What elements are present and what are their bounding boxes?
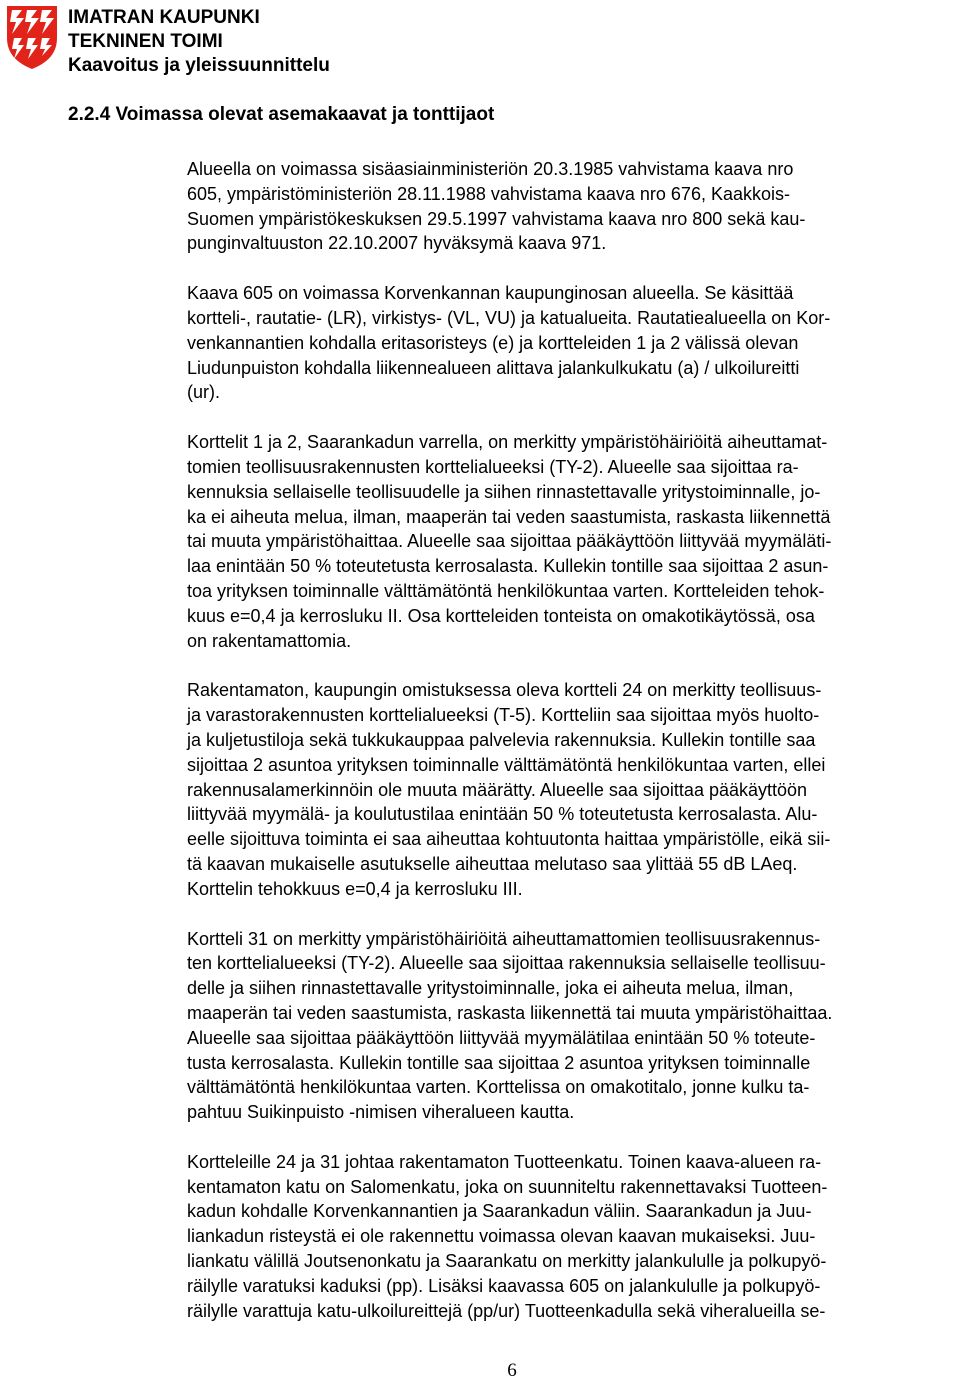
text-line: Kaava 605 on voimassa Korvenkannan kaupunginosan alueella. Se käsittää xyxy=(187,283,794,304)
text-line: välttämätöntä henkilökuntaa varten. Korttelissa on omakotitalo, jonne kulku ta- xyxy=(187,1077,810,1098)
text-line: delle ja siihen rinnastettavalle yritystoiminnalle, joka ei aiheuta melua, ilman, xyxy=(187,978,794,999)
section-title: 2.2.4 Voimassa olevat asemakaavat ja tonttijaot xyxy=(68,104,495,125)
text-line: pahtuu Suikinpuisto -nimisen viheralueen kautta. xyxy=(187,1102,575,1123)
text-line: ja varastorakennusten korttelialueeksi (T-5). Kortteliin saa sijoittaa myös huolto- xyxy=(187,705,820,726)
text-line: tomien teollisuusrakennusten korttelialueeksi (TY-2). Alueelle saa sijoittaa ra- xyxy=(187,456,799,477)
text-line: kuus e=0,4 ja kerrosluku II. Osa kortteleiden tonteista on omakotikäytössä, osa xyxy=(187,605,815,626)
text-line: kadun kohdalle Korvenkannantien ja Saarankadun väliin. Saarankadun ja Juu- xyxy=(187,1201,812,1222)
text-line: Rakentamaton, kaupungin omistuksessa oleva kortteli 24 on merkitty teollisuus- xyxy=(187,680,822,701)
text-line: ka ei aiheuta melua, ilman, maaperän tai veden saastumista, raskasta liikennettä xyxy=(187,506,831,527)
department-name: TEKNINEN TOIMI xyxy=(68,31,223,52)
text-line: sijoittaa 2 asuntoa yrityksen toiminnalle välttämätöntä henkilökuntaa varten, ellei xyxy=(187,754,826,775)
text-line: ten korttelialueeksi (TY-2). Alueelle saa sijoittaa rakennuksia sellaiselle teollisuu- xyxy=(187,953,826,974)
text-line: laa enintään 50 % toteutetusta kerrosalasta. Kullekin tontille saa sijoittaa 2 asun- xyxy=(187,556,829,577)
text-line: kortteli-, rautatie- (LR), virkistys- (VL, VU) ja katualueita. Rautatiealueella on Kor- xyxy=(187,307,831,328)
paragraph xyxy=(187,1150,957,1324)
paragraph xyxy=(187,927,957,1125)
text-line: räilylle varatuksi kaduksi (pp). Lisäksi kaavassa 605 on jalankululle ja polkupyö- xyxy=(187,1275,821,1296)
text-line: Suomen ympäristökeskuksen 29.5.1997 vahvistama kaava nro 800 sekä kau- xyxy=(187,208,806,229)
text-line: Korttelit 1 ja 2, Saarankadun varrella, on merkitty ympäristöhäiriöitä aiheuttamat- xyxy=(187,432,828,453)
paragraph xyxy=(187,678,957,901)
text-line: tä kaavan mukaiselle asutukselle aiheuttaa melutaso saa ylittää 55 dB LAeq. xyxy=(187,853,798,874)
text-line: punginvaltuuston 22.10.2007 hyväksymä kaava 971. xyxy=(187,233,607,254)
text-line: liankatu välillä Joutsenonkatu ja Saarankatu on merkitty jalankululle ja polkupyö- xyxy=(187,1251,827,1272)
body-text xyxy=(187,157,957,1348)
text-line: eelle sijoittuva toiminta ei saa aiheuttaa kohtuutonta haittaa ympäristölle, eikä sii- xyxy=(187,829,831,850)
text-line: kennuksia sellaiselle teollisuudelle ja siihen rinnastettavalle yritystoiminnalle, jo- xyxy=(187,481,821,502)
page-number: 6 xyxy=(507,1360,517,1381)
text-line: 605, ympäristöministeriön 28.11.1988 vahvistama kaava nro 676, Kaakkois- xyxy=(187,183,790,204)
text-line: Alueella on voimassa sisäasiainministeriön 20.3.1985 vahvistama kaava nro xyxy=(187,159,794,179)
unit-name: Kaavoitus ja yleissuunnittelu xyxy=(68,55,330,76)
text-line: räilylle varattuja katu-ulkoilureittejä (pp/ur) Tuotteenkadulla sekä viheralueilla se- xyxy=(187,1300,826,1321)
text-line: Kortteleille 24 ja 31 johtaa rakentamaton Tuotteenkatu. Toinen kaava-alueen ra- xyxy=(187,1151,822,1172)
paragraph xyxy=(187,157,957,256)
text-line: liittyvää myymälä- ja koulutustilaa enintään 50 % toteutetusta kerrosalasta. Alu- xyxy=(187,804,818,825)
text-line: Alueelle saa sijoittaa pääkäyttöön liittyvää myymälätilaa enintään 50 % toteute- xyxy=(187,1027,816,1048)
text-line: kentamaton katu on Salomenkatu, joka on suunniteltu rakennettavaksi Tuotteen- xyxy=(187,1176,828,1197)
text-line: toa yrityksen toiminnalle välttämätöntä henkilökuntaa varten. Kortteleiden tehok- xyxy=(187,580,825,601)
text-line: venkannantien kohdalla eritasoristeys (e) ja kortteleiden 1 ja 2 välissä olevan xyxy=(187,332,799,353)
text-line: Korttelin tehokkuus e=0,4 ja kerrosluku III. xyxy=(187,878,523,899)
paragraph xyxy=(187,430,957,653)
text-line: on rakentamattomia. xyxy=(187,630,352,651)
text-line: (ur). xyxy=(187,382,220,403)
text-line: ja kuljetustiloja sekä tukkukauppaa palvelevia rakennuksia. Kullekin tontille saa xyxy=(187,729,816,750)
text-line: maaperän tai veden saastumista, raskasta liikennettä tai muuta ympäristöhaittaa. xyxy=(187,1002,833,1023)
text-line: Liudunpuiston kohdalla liikennealueen alittava jalankulkukatu (a) / ulkoilureitti xyxy=(187,357,800,378)
imatra-coat-of-arms-icon xyxy=(4,4,60,70)
coat-of-arms-shield xyxy=(4,4,60,70)
text-line: rakennusalamerkinnöin ole muuta määrätty. Alueelle saa sijoittaa pääkäyttöön xyxy=(187,779,808,800)
paragraph xyxy=(187,281,957,405)
text-line: tusta kerrosalasta. Kullekin tontille saa sijoittaa 2 asuntoa yrityksen toiminnalle xyxy=(187,1052,811,1073)
organization-name: IMATRAN KAUPUNKI xyxy=(68,7,260,28)
text-line: tai muuta ympäristöhaittaa. Alueelle saa sijoittaa pääkäyttöön liittyvää myymäläti- xyxy=(187,531,832,552)
text-line: liankadun risteystä ei ole rakennettu voimassa olevan kaavan mukaiseksi. Juu- xyxy=(187,1226,816,1247)
document-header xyxy=(68,6,330,78)
text-line: Kortteli 31 on merkitty ympäristöhäiriöitä aiheuttamattomien teollisuusrakennus- xyxy=(187,928,821,949)
